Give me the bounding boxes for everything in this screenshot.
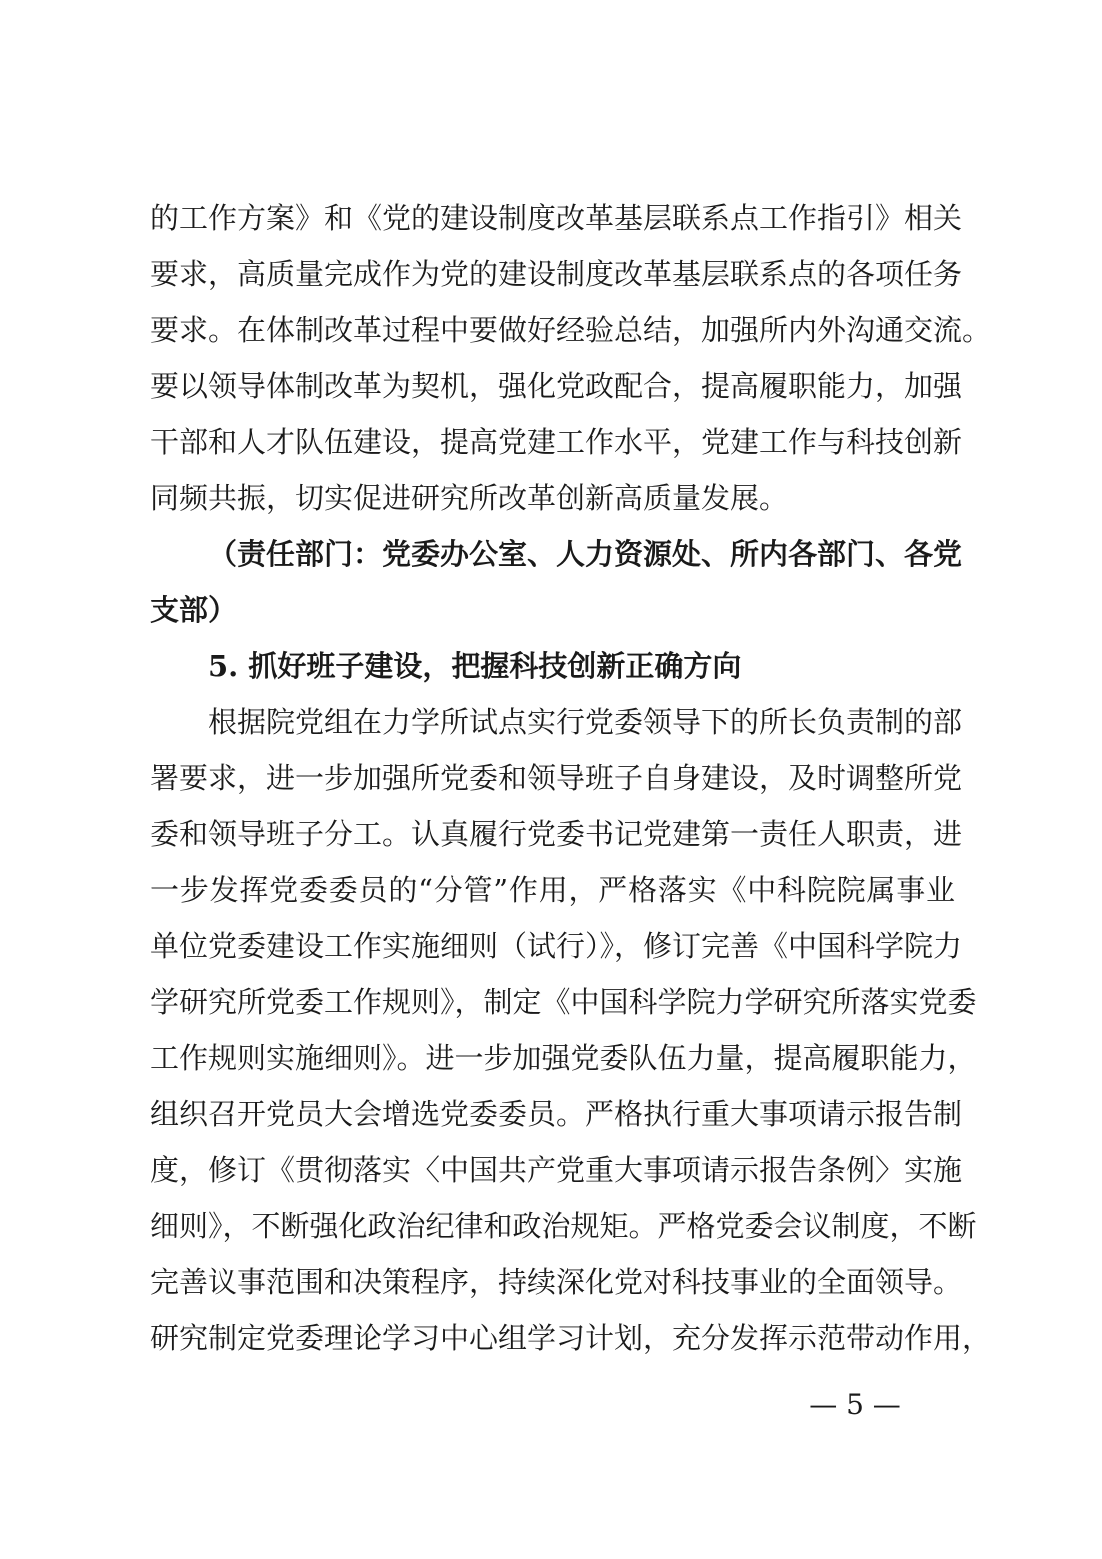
text-line: 工作规则实施细则》。进一步加强党委队伍力量，提高履职能力， xyxy=(150,1041,977,1075)
text-line: 要以领导体制改革为契机，强化党政配合，提高履职能力，加强 xyxy=(150,369,963,403)
text-line: 署要求，进一步加强所党委和领导班子自身建设，及时调整所党 xyxy=(150,761,963,795)
text-line: 组织召开党员大会增选党委委员。严格执行重大事项请示报告制 xyxy=(150,1097,963,1131)
text-line: 度，修订《贯彻落实〈中国共产党重大事项请示报告条例〉实施 xyxy=(150,1153,963,1187)
text-line: 单位党委建设工作实施细则（试行）》，修订完善《中国科学院力 xyxy=(150,929,963,963)
responsibility-line: （责任部门：党委办公室、人力资源处、所内各部门、各党 xyxy=(208,537,963,571)
text-line: 一步发挥党委委员的“分管”作用，严格落实《中科院院属事业 xyxy=(150,873,955,907)
text-line: 学研究所党委工作规则》，制定《中国科学院力学研究所落实党委 xyxy=(150,985,977,1019)
text-line: 要求。在体制改革过程中要做好经验总结，加强所内外沟通交流。 xyxy=(150,313,992,347)
section-heading: 5. 抓好班子建设，把握科技创新正确方向 xyxy=(208,649,742,683)
text-line: 的工作方案》和《党的建设制度改革基层联系点工作指引》相关 xyxy=(150,201,963,235)
text-line: 干部和人才队伍建设，提高党建工作水平，党建工作与科技创新 xyxy=(150,425,963,459)
text-line: 根据院党组在力学所试点实行党委领导下的所长负责制的部 xyxy=(208,705,963,739)
text-line: 同频共振，切实促进研究所改革创新高质量发展。 xyxy=(150,481,789,515)
body-text xyxy=(150,190,992,1366)
text-line: 完善议事范围和决策程序，持续深化党对科技事业的全面领导。 xyxy=(150,1265,963,1299)
responsibility-line: 支部） xyxy=(150,593,238,627)
text-line: 研究制定党委理论学习中心组学习计划，充分发挥示范带动作用， xyxy=(150,1321,992,1355)
text-line: 要求，高质量完成作为党的建设制度改革基层联系点的各项任务 xyxy=(150,257,963,291)
text-line: 细则》，不断强化政治纪律和政治规矩。严格党委会议制度，不断 xyxy=(150,1209,977,1243)
page-number: — 5 — xyxy=(809,1388,901,1421)
text-line: 委和领导班子分工。认真履行党委书记党建第一责任人职责，进 xyxy=(150,817,963,851)
